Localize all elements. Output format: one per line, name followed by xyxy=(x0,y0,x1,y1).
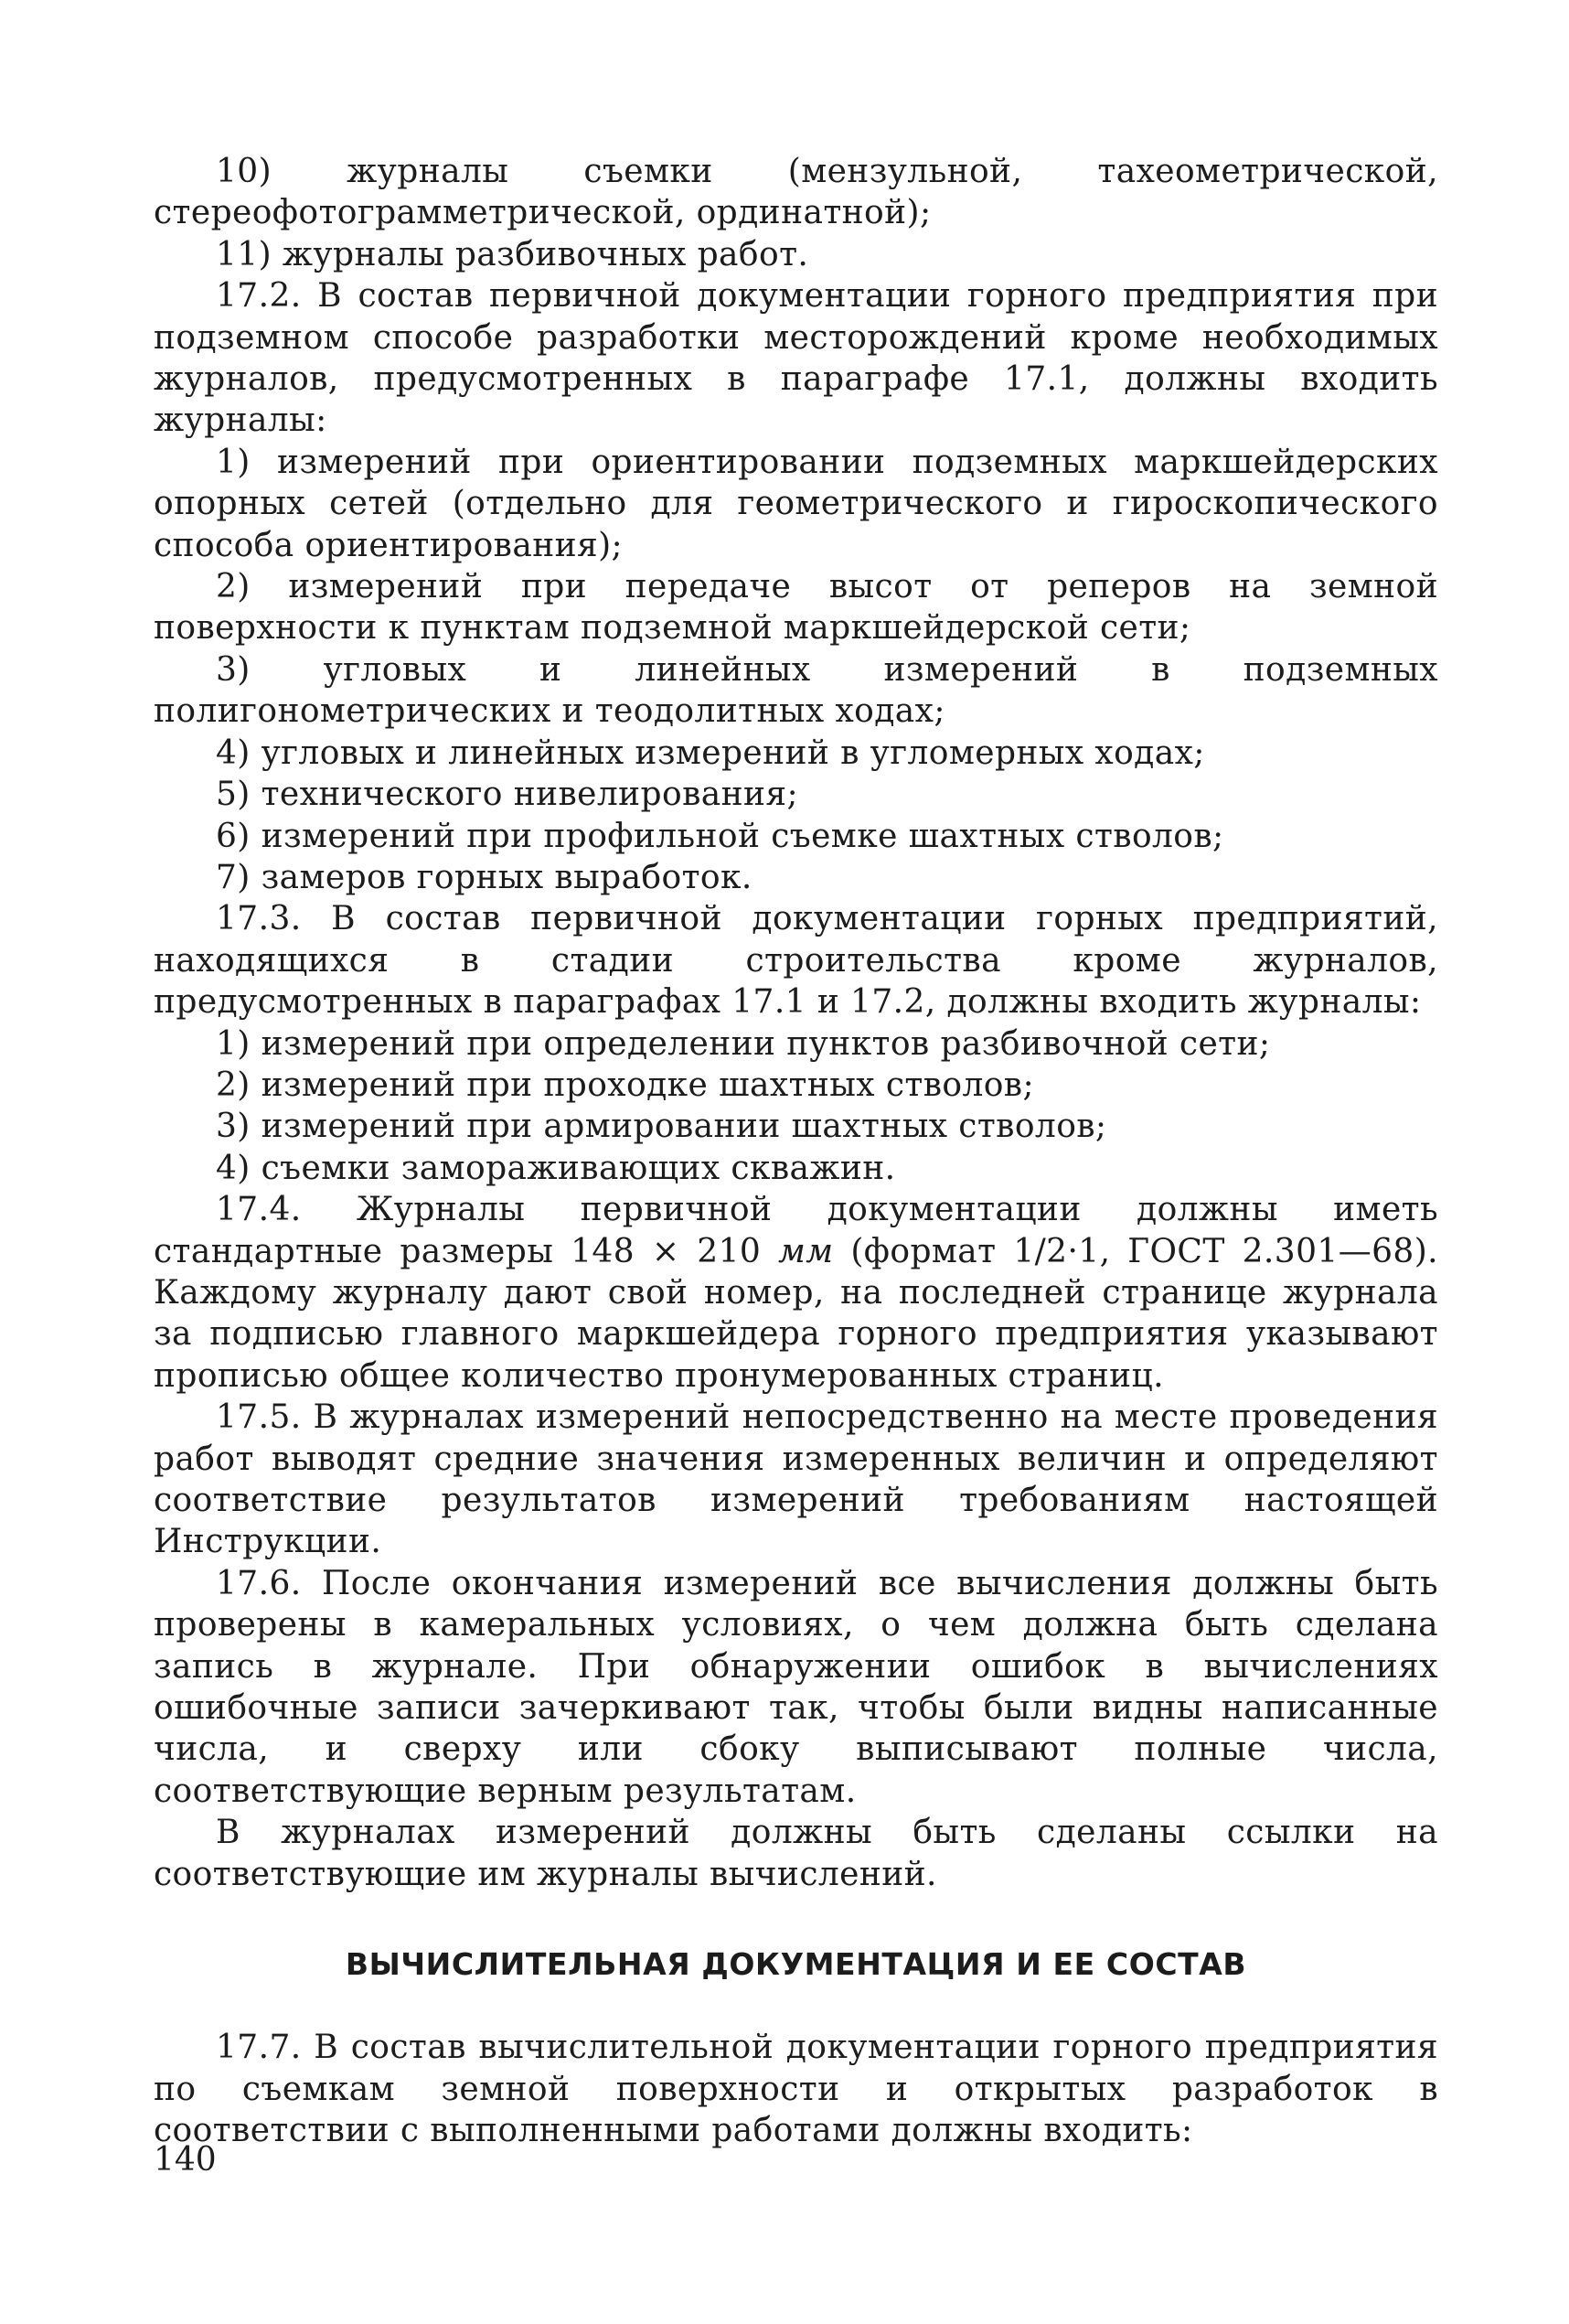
unit-mm: мм xyxy=(778,1232,834,1270)
list-item-17-2-2: 2) измерений при передаче высот от реперов на земной поверхности к пунктам подземной маркшейдерской сети; xyxy=(154,568,1438,648)
paragraph-17-4-start: 17.4. Журналы первичной документации должны иметь стандартные размеры 148 × 210 xyxy=(154,1191,1438,1270)
list-item-17-3-4: 4) съемки замораживающих скважин. xyxy=(216,1149,896,1187)
list-item-17-2-3: 3) угловых и линейных измерений в подземных полигонометрических и теодолитных ходах; xyxy=(154,650,1438,731)
page-number: 140 xyxy=(154,2141,217,2179)
list-item-17-3-1: 1) измерений при определении пунктов разбивочной сети; xyxy=(216,1024,1271,1063)
list-item-17-3-3: 3) измерений при армировании шахтных стволов; xyxy=(216,1108,1107,1146)
page-body xyxy=(154,151,1438,2152)
paragraph-17-7: 17.7. В состав вычислительной документации горного предприятия по съемкам земной поверхности и открытых разработок в соответствии с выполненными работами должны входить: xyxy=(154,2029,1438,2150)
list-item-17-2-5: 5) технического нивелирования; xyxy=(216,776,799,814)
list-item-17-2-6: 6) измерений при профильной съемке шахтных стволов; xyxy=(216,817,1224,855)
paragraph-17-3: 17.3. В состав первичной документации горных предприятий, находящихся в стадии строительства кроме журналов, предусмотренных в параграфах 17.1 и 17.2, должны входить журналы: xyxy=(154,900,1438,1022)
paragraph-17-2: 17.2. В состав первичной документации горного предприятия при подземном способе разработки месторождений кроме необходимых журналов, предусмотренных в параграфе 17.1, должны входить журналы: xyxy=(154,277,1438,440)
paragraph-item-11: 11) журналы разбивочных работ. xyxy=(216,235,809,273)
list-item-17-2-7: 7) замеров горных выработок. xyxy=(216,858,752,896)
paragraph-17-4 xyxy=(154,1189,1438,1397)
list-item-17-2-1: 1) измерений при ориентировании подземных маркшейдерских опорных сетей (отдельно для геометрического и гироскопического способа ориентирования); xyxy=(154,443,1438,564)
list-item-17-2-4: 4) угловых и линейных измерений в угломерных ходах; xyxy=(216,734,1205,772)
paragraph-17-6: 17.6. После окончания измерений все вычисления должны быть проверены в камеральных условиях, о чем должна быть сделана запись в журнале. При обнаружении ошибок в вычислениях ошибочные записи зачеркивают так, чтобы были видны написанные числа, и сверху или сбоку выписывают полные числа, соответствующие верным результатам. xyxy=(154,1564,1438,1810)
paragraph-item-10: 10) журналы съемки (мензульной, тахеометрической, стереофотограмметрической, ординатной); xyxy=(154,153,1438,232)
paragraph-17-6-references: В журналах измерений должны быть сделаны ссылки на соответствующие им журналы вычислений. xyxy=(154,1814,1438,1893)
paragraph-17-5: 17.5. В журналах измерений непосредственно на месте проведения работ выводят средние значения измеренных величин и определяют соответствие результатов измерений требованиям настоящей Инструкции. xyxy=(154,1398,1438,1561)
list-item-17-3-2: 2) измерений при проходке шахтных стволов; xyxy=(216,1066,1034,1104)
paragraph-17-4-end: (формат 1/2·1, ГОСТ 2.301—68). Каждому журналу дают свой номер, на последней странице журнала за подписью главного маркшейдера горного предприятия указывают прописью общее количество пронумерованных страниц. xyxy=(154,1232,1438,1395)
section-heading: ВЫЧИСЛИТЕЛЬНАЯ ДОКУМЕНТАЦИЯ И ЕЕ СОСТАВ xyxy=(345,1946,1247,1983)
